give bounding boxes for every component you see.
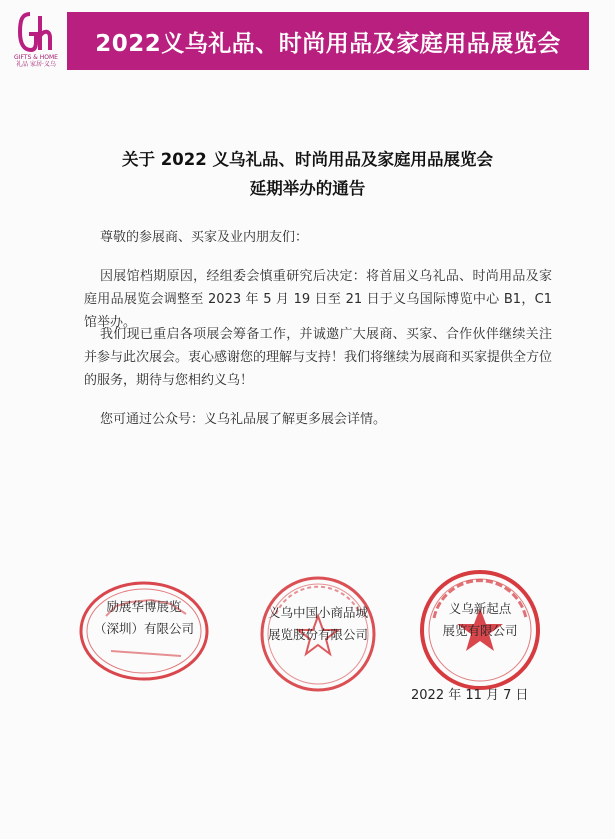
exhibition-logo	[8, 10, 64, 72]
notice-date: 2022 年 11 月 7 日	[411, 688, 529, 703]
header-banner	[67, 12, 589, 70]
signatory-1-line1: 励展华博展览	[106, 599, 182, 614]
signatory-2-line2: 展览股份有限公司	[267, 627, 368, 642]
signatory-1-line2: （深圳）有限公司	[93, 621, 194, 636]
signatory-2	[258, 602, 378, 646]
banner-title: 2022义乌礼品、时尚用品及家庭用品展览会	[95, 30, 561, 57]
paragraph-wechat: 您可通过公众号：义乌礼品展了解更多展会详情。	[100, 412, 387, 427]
signatory-3-line2: 展览有限公司	[442, 623, 518, 638]
notice-title-line2: 延期举办的通告	[249, 179, 366, 198]
logo-brand-cn: 礼品 家居·义乌	[16, 61, 56, 68]
logo-brand-en: GIFTS & HOME	[14, 54, 58, 61]
signatory-2-line1: 义乌中国小商品城	[267, 605, 368, 620]
signatory-3-line1: 义乌新起点	[448, 601, 512, 616]
greeting: 尊敬的参展商、买家及业内朋友们：	[100, 230, 309, 245]
signatory-3	[418, 598, 542, 642]
notice-title-line1: 关于 2022 义乌礼品、时尚用品及家庭用品展览会	[122, 150, 493, 169]
gh-logo-icon	[16, 10, 56, 54]
paragraph-invitation: 我们现已重启各项展会筹备工作，并诚邀广大展商、买家、合作伙伴继续关注并参与此次展会。衷心感谢您的理解与支持！我们将继续为展商和买家提供全方位的服务，期待与您相约义乌！	[84, 327, 553, 388]
signatory-1	[84, 596, 204, 640]
paragraph-schedule: 因展馆档期原因，经组委会慎重研究后决定：将首届义乌礼品、时尚用品及家庭用品展览会调整至 2023 年 5 月 19 日至 21 日于义乌国际博览中心 B1，C1 馆举办。	[84, 269, 552, 330]
logo-caption	[8, 54, 64, 68]
